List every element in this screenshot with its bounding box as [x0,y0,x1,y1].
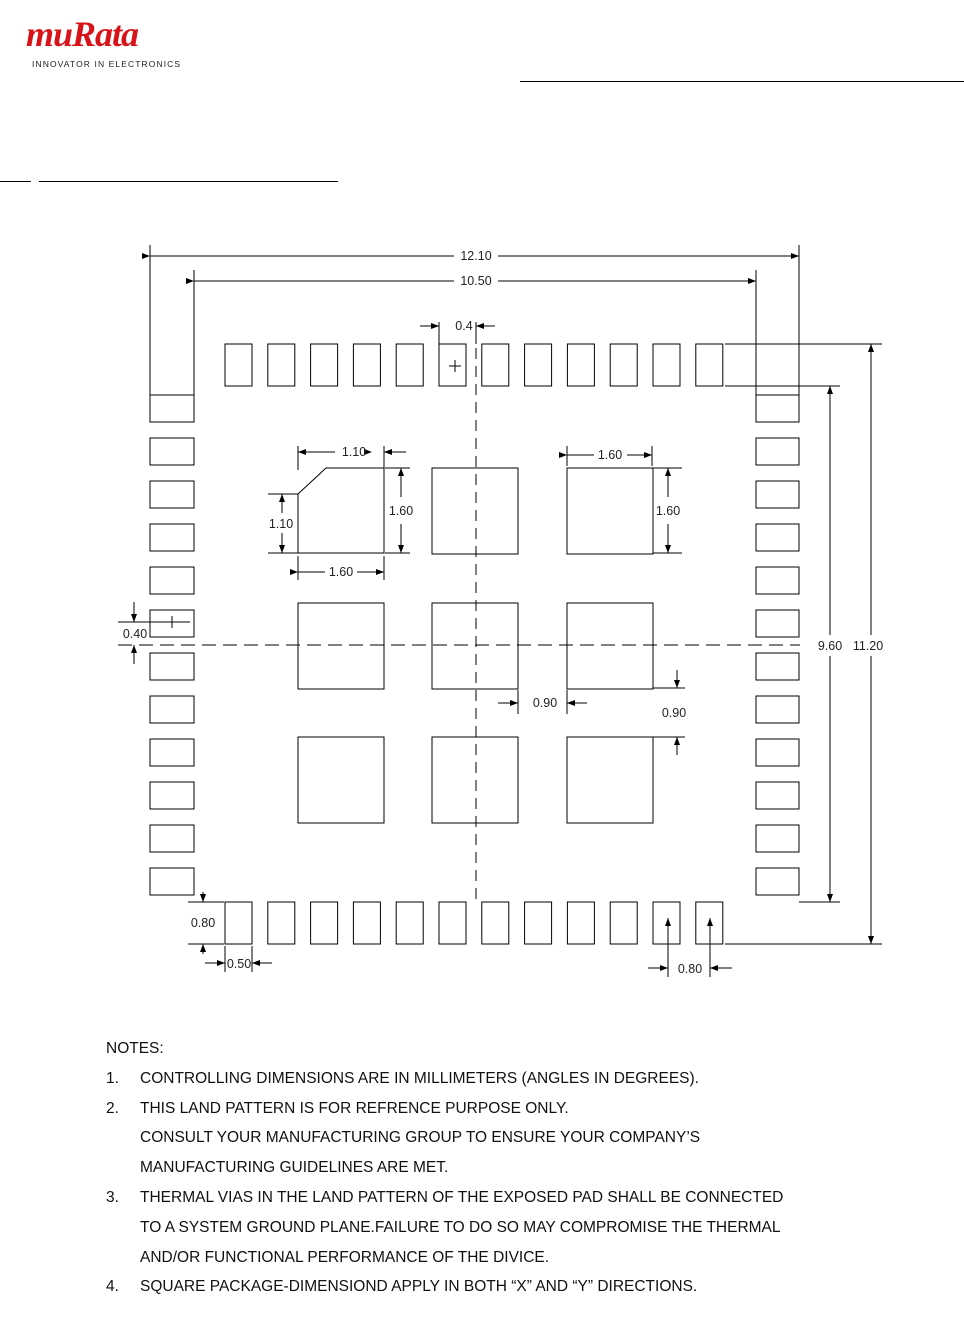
dim-corner-chamfer-width: 1.10 [341,445,367,459]
top-pin [482,344,509,386]
dim-pad-height: 1.60 [655,504,681,518]
dim-corner-pad-width: 1.60 [328,565,354,579]
right-pin [756,825,799,852]
dim-pad-gap-y: 0.90 [661,706,687,720]
right-pin [756,567,799,594]
bottom-pin [439,902,466,944]
right-pin [756,696,799,723]
note-item [106,1272,926,1302]
exposed-pad [567,603,653,689]
left-pin [150,739,194,766]
extension-lines [118,245,882,977]
note-line: CONSULT YOUR MANUFACTURING GROUP TO ENSURE YOUR COMPANY’S [140,1129,701,1147]
exposed-pad [298,737,384,823]
exposed-pad [567,737,653,823]
dim-inner-width: 10.50 [460,274,492,288]
dim-pin-width: 0.50 [226,957,252,971]
left-pin [150,395,194,422]
right-pin [756,438,799,465]
bottom-pin [653,902,680,944]
bottom-pin [567,902,594,944]
notes-title: NOTES: [106,1040,164,1057]
note-item [106,1183,926,1272]
top-pin [653,344,680,386]
murata-logo: muRata [26,14,139,54]
left-pin [150,782,194,809]
top-pin [525,344,552,386]
right-pin [756,739,799,766]
right-pin [756,868,799,895]
left-pin [150,653,194,680]
dim-overall-width: 12.10 [460,249,492,263]
dim-corner-pad-height: 1.60 [388,504,414,518]
note-number: 2. [106,1099,119,1117]
note-line: SQUARE PACKAGE-DIMENSIOND APPLY IN BOTH “X” AND “Y” DIRECTIONS. [140,1278,698,1296]
note-item [106,1094,926,1183]
exposed-pad [432,603,518,689]
left-pin [150,481,194,508]
top-pin [567,344,594,386]
bottom-pin [610,902,637,944]
left-pin [150,696,194,723]
left-pin [150,825,194,852]
bottom-pin [696,902,723,944]
note-line: TO A SYSTEM GROUND PLANE.FAILURE TO DO SO MAY COMPROMISE THE THERMAL [140,1218,781,1236]
right-pin [756,395,799,422]
logo-tagline: INNOVATOR IN ELECTRONICS [32,59,182,69]
note-line: THERMAL VIAS IN THE LAND PATTERN OF THE EXPOSED PAD SHALL BE CONNECTED [140,1188,784,1206]
top-pin [268,344,295,386]
top-pin [696,344,723,386]
right-pin [756,782,799,809]
exposed-pad [432,737,518,823]
right-pin [756,610,799,637]
bottom-pin [353,902,380,944]
dimension-labels [123,249,883,976]
dim-overall-height: 11.20 [852,639,884,653]
dim-inner-height: 9.60 [817,639,843,653]
bottom-pin [225,902,252,944]
bottom-pin [268,902,295,944]
top-pin [225,344,252,386]
bottom-pin-row [225,902,723,944]
right-pin [756,524,799,551]
notes-section [106,1034,926,1302]
left-pin [150,868,194,895]
top-pin [311,344,338,386]
dim-pin-length: 0.80 [190,916,216,930]
left-pin [150,438,194,465]
right-pin [756,481,799,508]
dim-corner-chamfer-height: 1.10 [268,517,294,531]
dim-pin-offset: 0.4 [455,319,473,333]
note-number: 1. [106,1069,119,1087]
dim-pin-pitch: 0.80 [677,962,703,976]
bottom-pin [396,902,423,944]
centerlines [118,330,800,905]
dim-pad-width: 1.60 [597,448,623,462]
top-pin [396,344,423,386]
bottom-pin [482,902,509,944]
left-pin [150,524,194,551]
note-number: 3. [106,1188,119,1206]
exposed-pad [298,603,384,689]
note-line: MANUFACTURING GUIDELINES ARE MET. [140,1159,449,1177]
right-pin [756,653,799,680]
note-line: CONTROLLING DIMENSIONS ARE IN MILLIMETERS (ANGLES IN DEGREES). [140,1069,699,1087]
note-item [106,1064,926,1094]
left-pin [150,567,194,594]
bottom-pin [525,902,552,944]
dim-left-pin-offset: 0.40 [122,627,148,641]
exposed-pad [432,468,518,554]
top-pin [439,344,466,386]
chamfered-corner-pad [298,468,384,553]
dim-pad-gap-x: 0.90 [532,696,558,710]
dimension-lines [134,256,871,968]
note-line: THIS LAND PATTERN IS FOR REFRENCE PURPOSE ONLY. [140,1099,569,1117]
exposed-pad [567,468,653,554]
top-pin-row [225,344,723,386]
top-pin [353,344,380,386]
note-line: AND/OR FUNCTIONAL PERFORMANCE OF THE DIVICE. [140,1248,550,1266]
note-number: 4. [106,1278,119,1296]
bottom-pin [311,902,338,944]
top-pin [610,344,637,386]
